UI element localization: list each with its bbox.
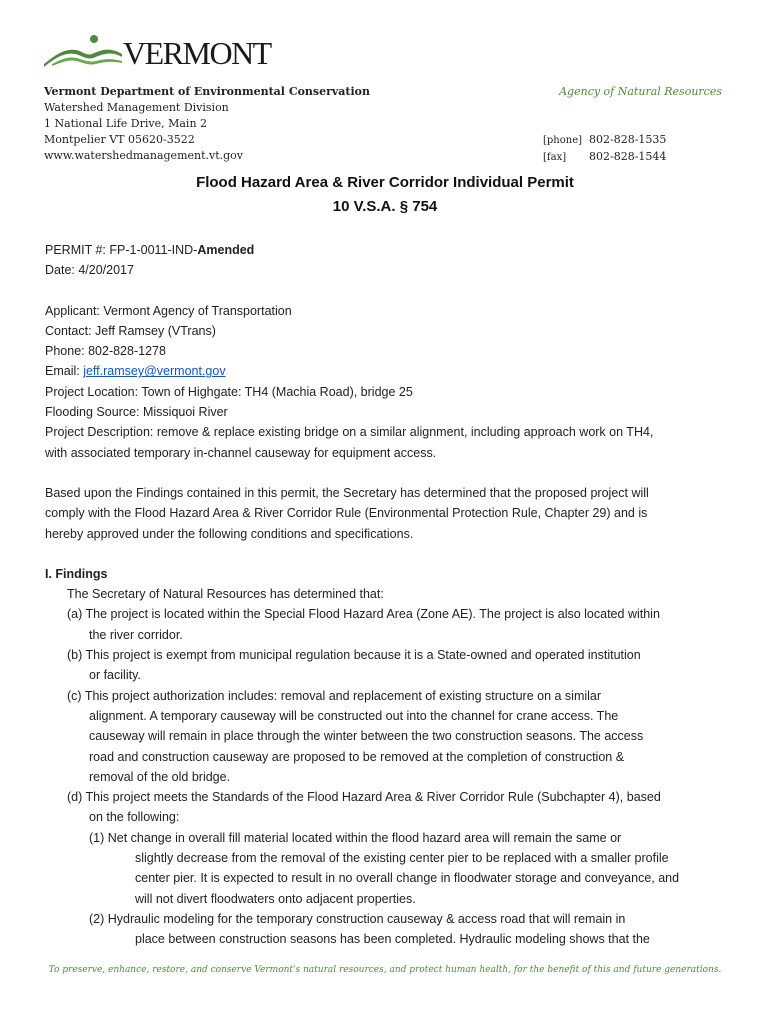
email-link[interactable]: jeff.ramsey@vermont.gov: [83, 364, 226, 379]
finding-d-cont: on the following:: [89, 810, 180, 825]
contact: Contact: Jeff Ramsey (VTrans): [45, 323, 216, 338]
project-description-2: with associated temporary in-channel causeway for equipment access.: [45, 445, 437, 460]
intro-line-3: hereby approved under the following conditions and specifications.: [45, 526, 414, 541]
document-body: [45, 240, 735, 950]
website: www.watershedmanagement.vt.gov: [44, 149, 244, 162]
finding-b: (b) This project is exempt from municipal regulation because it is a State-owned and operated institution: [67, 648, 641, 663]
finding-c-cont-3: road and construction causeway are proposed to be removed at the completion of construction &: [89, 749, 625, 764]
finding-c: (c) This project authorization includes: removal and replacement of existing structure on a similar: [67, 688, 602, 703]
finding-a-cont: the river corridor.: [89, 627, 183, 642]
findings-lead: The Secretary of Natural Resources has determined that:: [67, 587, 384, 602]
finding-d-1-cont-2: center pier. It is expected to result in no overall change in floodwater storage and conveyance, and: [135, 871, 680, 886]
finding-d-2-cont-1: place between construction seasons has been completed. Hydraulic modeling shows that the: [135, 932, 650, 947]
applicant-phone: Phone: 802-828-1278: [45, 344, 166, 359]
applicant: Applicant: Vermont Agency of Transportation: [45, 303, 292, 318]
finding-d-1: (1) Net change in overall fill material located within the flood hazard area will remain the same or: [89, 830, 622, 845]
finding-c-cont-1: alignment. A temporary causeway will be constructed out into the channel for crane access. The: [89, 708, 619, 723]
agency-name: Agency of Natural Resources: [559, 85, 722, 98]
department-address-block: [44, 84, 370, 164]
mountain-logo-icon: [44, 34, 124, 70]
fax-number: 802-828-1544: [589, 150, 667, 163]
fax-label: [fax]: [543, 152, 567, 163]
project-location: Project Location: Town of Highgate: TH4 (Machia Road), bridge 25: [45, 384, 413, 399]
finding-b-cont: or facility.: [89, 668, 141, 683]
document-title: [0, 171, 770, 219]
address-line-1: 1 National Life Drive, Main 2: [44, 117, 208, 130]
finding-d: (d) This project meets the Standards of the Flood Hazard Area & River Corridor Rule (Subchapter 4), based: [67, 790, 661, 805]
finding-c-cont-2: causeway will remain in place through the winter between the two construction seasons. The access: [89, 729, 644, 744]
contact-numbers: [543, 132, 666, 166]
permit-number: PERMIT #: FP-1-0011-IND-Amended: [45, 243, 255, 257]
intro-line-2: comply with the Flood Hazard Area & River Corridor Rule (Environmental Protection Rule, Chapter 29) and is: [45, 506, 648, 521]
finding-d-1-cont-3: will not divert floodwaters onto adjacent properties.: [135, 891, 416, 906]
finding-d-2: (2) Hydraulic modeling for the temporary construction causeway & access road that will remain in: [89, 911, 626, 926]
finding-c-cont-4: removal of the old bridge.: [89, 769, 231, 784]
logo-wordmark: VERMONT: [123, 35, 271, 71]
department-name: Vermont Department of Environmental Conservation: [44, 85, 371, 98]
title-line-1: Flood Hazard Area & River Corridor Individual Permit: [196, 174, 574, 191]
title-line-2: 10 V.S.A. § 754: [332, 198, 438, 215]
division-name: Watershed Management Division: [44, 101, 229, 114]
finding-d-1-cont-1: slightly decrease from the removal of the existing center pier to be replaced with a smaller profile: [135, 851, 669, 866]
intro-line-1: Based upon the Findings contained in this permit, the Secretary has determined that the proposed project will: [45, 485, 649, 500]
findings-heading: I. Findings: [45, 566, 108, 581]
phone-number: 802-828-1535: [589, 133, 667, 146]
finding-a: (a) The project is located within the Special Flood Hazard Area (Zone AE). The project is also located within: [67, 607, 660, 622]
phone-label: [phone]: [543, 135, 583, 146]
project-description-1: Project Description: remove & replace existing bridge on a similar alignment, including approach work on TH4,: [45, 425, 654, 440]
footer-motto: To preserve, enhance, restore, and conserve Vermont's natural resources, and protect human health, for the benefit of this and future generations.: [48, 965, 722, 975]
applicant-email: Email: jeff.ramsey@vermont.gov: [45, 364, 226, 379]
vermont-logo: [44, 34, 271, 71]
permit-date: Date: 4/20/2017: [45, 263, 134, 278]
flooding-source: Flooding Source: Missiquoi River: [45, 405, 228, 420]
address-line-2: Montpelier VT 05620-3522: [44, 133, 195, 146]
